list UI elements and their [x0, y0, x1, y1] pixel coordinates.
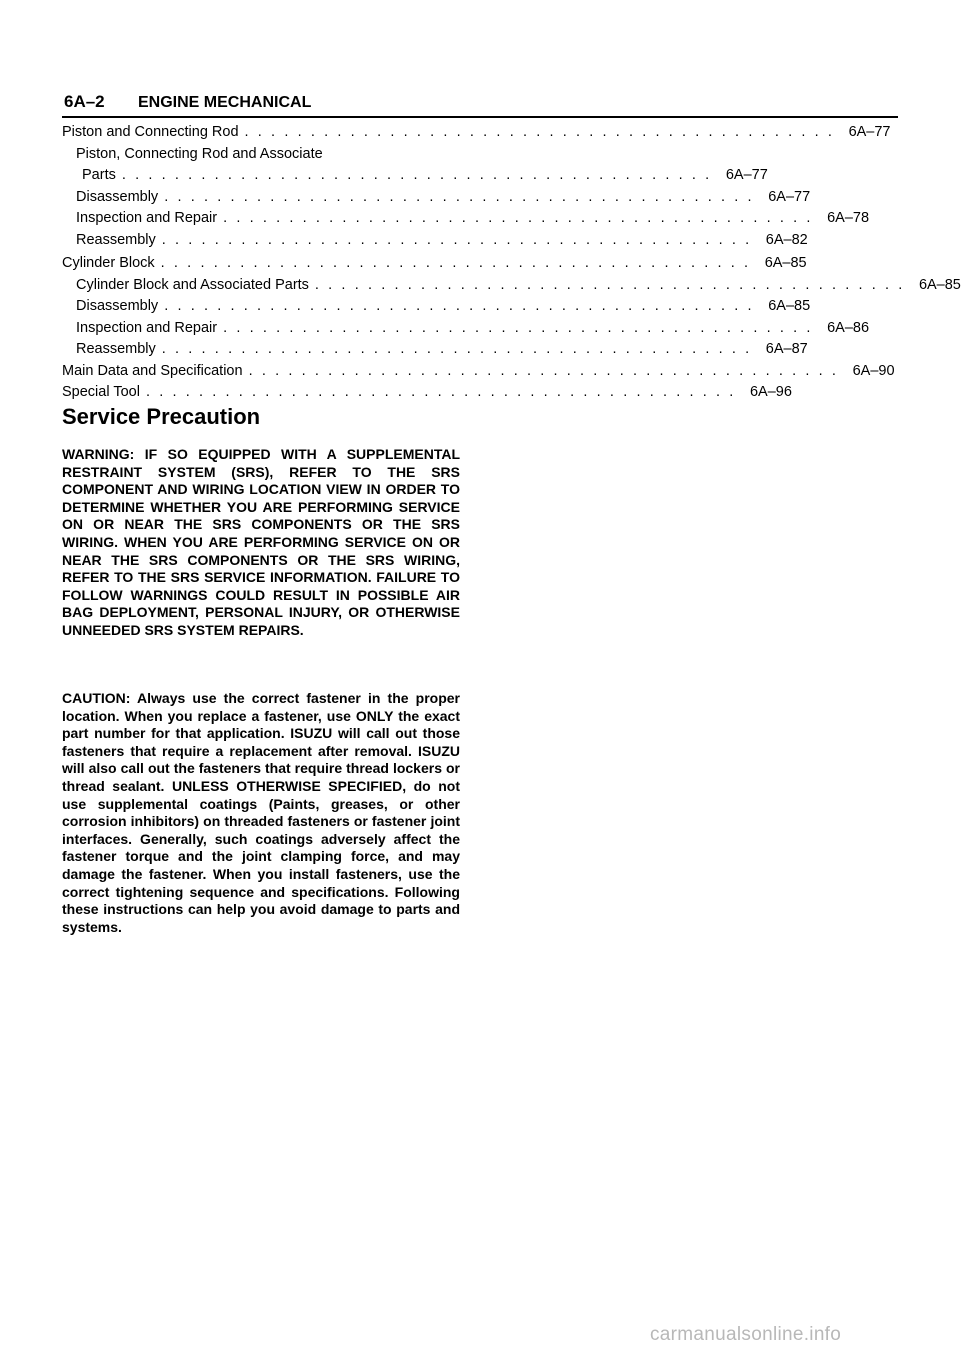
toc-label: Inspection and Repair — [76, 210, 218, 226]
toc-label: Parts — [82, 167, 116, 183]
toc-label: Inspection and Repair — [76, 319, 218, 336]
toc-label: Disassembly — [76, 298, 159, 314]
toc-entry-piston-assoc-parts[interactable] — [62, 167, 768, 189]
toc-page: 6A–87 — [765, 341, 808, 357]
toc-leader: . . . . . . . . . . . . . . . . . . . . . . . . . . . . . . . . . . . . . . . . . . . . . — [145, 384, 736, 400]
toc-label: Reassembly — [76, 231, 156, 248]
table-of-contents — [62, 124, 961, 406]
toc-page: 6A–82 — [765, 231, 808, 248]
toc-leader: . . . . . . . . . . . . . . . . . . . . . . . . . . . . . . . . . . . . . . . . . . . . . — [164, 188, 755, 205]
toc-entry-cylinder-inspection[interactable] — [62, 319, 870, 342]
caution-paragraph: CAUTION: Always use the correct fastener in the proper location. When you replace a fastener, use ONLY the exact part number for that application. ISUZU will call out those fasteners that require a replacement after removal. ISUZU will also call out the fasteners that require thread lockers or thread sealant. UNLESS OTHERWISE SPECIFIED, do not use supplemental coatings (Paints, greases, or other corrosion inhibitors) on threaded fasteners or fastener joint interfaces. Generally, such coatings adversely affect the fastener torque and the joint clamping force, and may damage the fastener. When you install fasteners, use the correct tightening sequence and specifications. Following these instructions can help you avoid damage to parts and systems. — [62, 690, 460, 935]
watermark: carmanualsonline.info — [650, 1324, 842, 1345]
toc-page: 6A–77 — [848, 124, 891, 140]
toc-leader: . . . . . . . . . . . . . . . . . . . . . . . . . . . . . . . . . . . . . . . . . . . . . — [164, 298, 755, 314]
section-heading: Service Precaution — [62, 404, 261, 429]
page-number: 6A–2 — [64, 92, 105, 111]
section-title: ENGINE MECHANICAL — [138, 94, 312, 111]
toc-page: 6A–85 — [918, 276, 961, 293]
toc-entry-special-tool[interactable] — [62, 384, 792, 406]
toc-leader: . . . . . . . . . . . . . . . . . . . . . . . . . . . . . . . . . . . . . . . . . . . . . — [244, 124, 835, 140]
toc-page: 6A–90 — [852, 362, 895, 379]
toc-label: Special Tool — [62, 384, 140, 400]
toc-entry-cylinder-reassembly[interactable] — [62, 341, 808, 363]
toc-entry-cylinder-disassembly[interactable] — [62, 298, 811, 320]
toc-page: 6A–86 — [827, 319, 870, 336]
toc-leader: . . . . . . . . . . . . . . . . . . . . . . . . . . . . . . . . . . . . . . . . . . . . . — [248, 362, 839, 379]
toc-leader: . . . . . . . . . . . . . . . . . . . . . . . . . . . . . . . . . . . . . . . . . . . . . — [161, 341, 752, 357]
toc-label: Piston and Connecting Rod — [62, 124, 239, 140]
toc-label: Reassembly — [76, 341, 156, 357]
toc-page: 6A–85 — [764, 255, 807, 271]
page-header — [62, 90, 898, 118]
toc-page: 6A–85 — [768, 298, 811, 314]
warning-paragraph: WARNING: IF SO EQUIPPED WITH A SUPPLEMENTAL RESTRAINT SYSTEM (SRS), REFER TO THE SRS COMPONENT AND WIRING LOCATION VIEW IN ORDER TO DETERMINE WHETHER YOU ARE PERFORMING SERVICE ON OR NEAR THE SRS COMPONENTS OR THE SRS WIRING. WHEN YOU ARE PERFORMING SERVICE ON OR NEAR THE SRS COMPONENTS OR THE SRS WIRING, REFER TO THE SRS SERVICE INFORMATION. FAILURE TO FOLLOW WARNINGS COULD RESULT IN POSSIBLE AIR BAG DEPLOYMENT, PERSONAL INJURY, OR OTHERWISE UNNEEDED SRS SYSTEM REPAIRS. — [62, 446, 460, 638]
toc-entry-piston-connecting-rod[interactable] — [62, 124, 891, 146]
toc-label: Main Data and Specification — [62, 362, 243, 379]
toc-page: 6A–77 — [725, 167, 768, 183]
toc-label: Cylinder Block — [62, 255, 155, 271]
toc-label: Cylinder Block and Associated Parts — [76, 276, 309, 293]
toc-page: 6A–96 — [749, 384, 792, 400]
toc-leader: . . . . . . . . . . . . . . . . . . . . . . . . . . . . . . . . . . . . . . . . . . . . . — [121, 167, 712, 183]
toc-entry-cylinder-assoc[interactable] — [62, 276, 961, 299]
toc-leader: . . . . . . . . . . . . . . . . . . . . . . . . . . . . . . . . . . . . . . . . . . . . . — [314, 276, 905, 293]
toc-entry-cylinder-block[interactable] — [62, 255, 807, 277]
toc-entry-piston-reassembly[interactable] — [62, 231, 808, 254]
toc-entry-piston-inspection[interactable] — [62, 210, 870, 232]
toc-entry-piston-disassembly[interactable] — [62, 188, 811, 211]
toc-leader: . . . . . . . . . . . . . . . . . . . . . . . . . . . . . . . . . . . . . . . . . . . . . — [223, 319, 814, 336]
toc-page: 6A–78 — [827, 210, 870, 226]
toc-leader: . . . . . . . . . . . . . . . . . . . . . . . . . . . . . . . . . . . . . . . . . . . . . — [161, 231, 752, 248]
toc-entry-piston-assoc-line1[interactable]: Piston, Connecting Rod and Associate — [76, 145, 323, 162]
toc-leader: . . . . . . . . . . . . . . . . . . . . . . . . . . . . . . . . . . . . . . . . . . . . . — [223, 210, 814, 226]
toc-page: 6A–77 — [768, 188, 811, 205]
toc-label: Disassembly — [76, 188, 159, 205]
toc-entry-main-data[interactable] — [62, 362, 895, 385]
toc-leader: . . . . . . . . . . . . . . . . . . . . . . . . . . . . . . . . . . . . . . . . . . . . . — [160, 255, 751, 271]
